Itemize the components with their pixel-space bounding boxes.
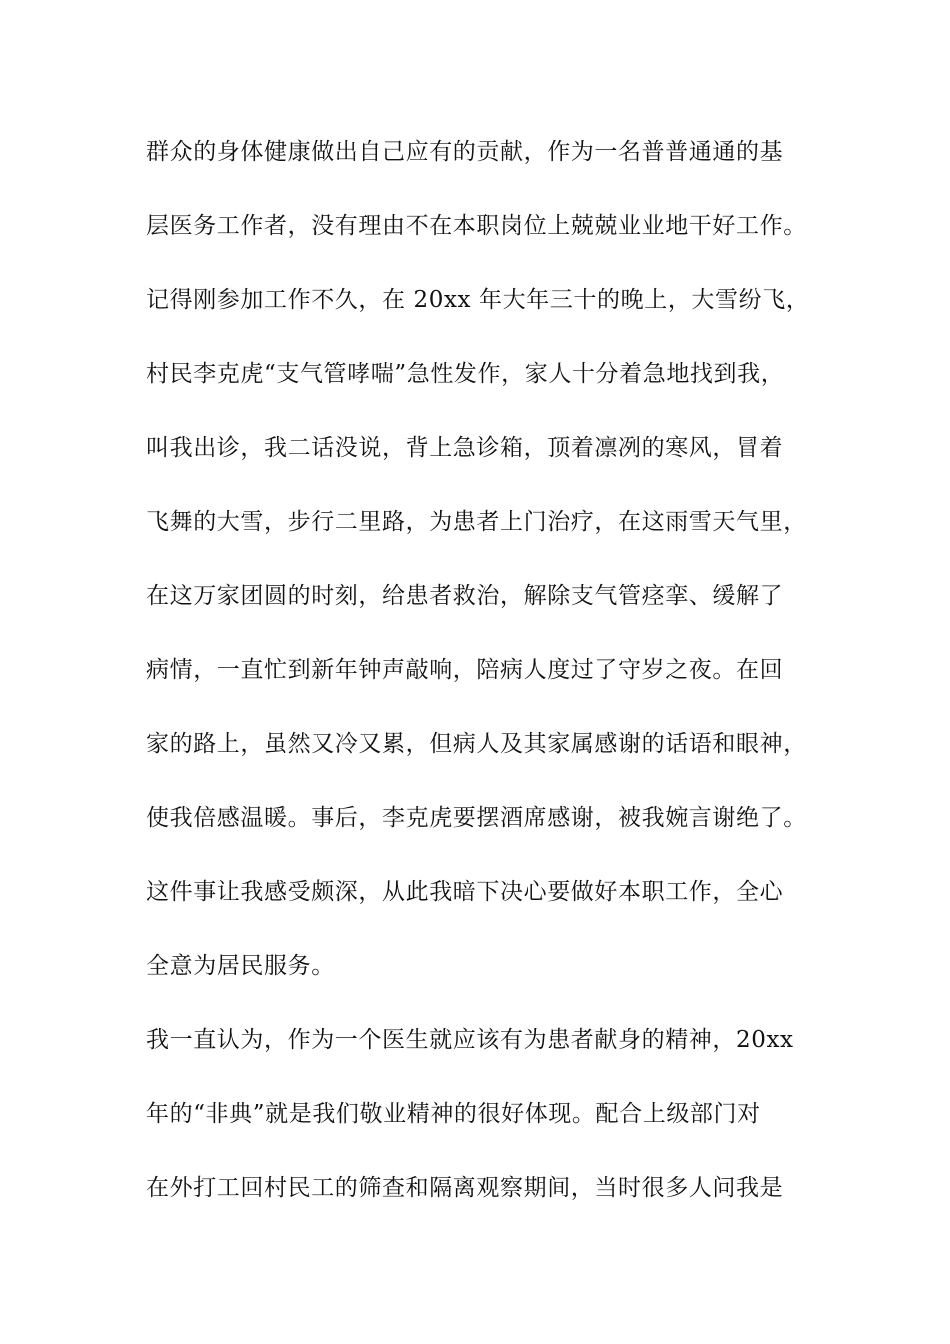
text-line: 在这万家团圆的时刻，给患者救治，解除支气管痉挛、缓解了 [146,583,784,609]
text-line: 在外打工回村民工的筛查和隔离观察期间，当时很多人问我是 [146,1175,784,1201]
text-line: 我一直认为，作为一个医生就应该有为患者献身的精神，20xx [146,1027,794,1053]
text-line: 年的“非典”就是我们敬业精神的很好体现。配合上级部门对 [146,1101,761,1127]
text-line: 病情，一直忙到新年钟声敲响，陪病人度过了守岁之夜。在回 [146,657,784,683]
text-line: 全意为居民服务。 [146,953,335,979]
text-line: 家的路上，虽然又冷又累，但病人及其家属感谢的话语和眼神， [146,731,807,757]
text-line: 这件事让我感受颇深，从此我暗下决心要做好本职工作，全心 [146,879,784,905]
text-line: 记得刚参加工作不久，在 20xx 年大年三十的晚上，大雪纷飞， [146,287,810,313]
text-line: 使我倍感温暖。事后，李克虎要摆酒席感谢，被我婉言谢绝了。 [146,805,807,831]
text-line: 村民李克虎“支气管哮喘”急性发作，家人十分着急地找到我， [146,361,785,387]
text-line: 飞舞的大雪，步行二里路，为患者上门治疗，在这雨雪天气里， [146,509,807,535]
text-line: 层医务工作者，没有理由不在本职岗位上兢兢业业地干好工作。 [146,213,807,239]
text-line: 群众的身体健康做出自己应有的贡献，作为一名普普通通的基 [146,139,784,165]
text-line: 叫我出诊，我二话没说，背上急诊箱，顶着凛冽的寒风，冒着 [146,435,784,461]
